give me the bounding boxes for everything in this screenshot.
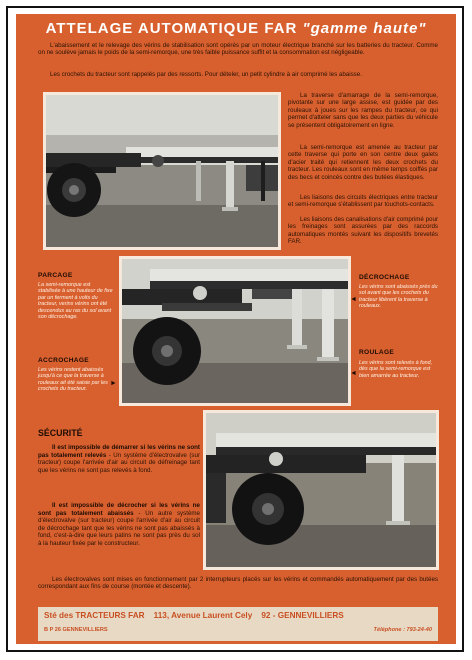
title-main: ATTELAGE AUTOMATIQUE FAR xyxy=(45,20,298,37)
securite-p1-rest: - Un système d'électrovalve (sur tracteur) coupe l'arrivée d'air au circuit de défreinage tant que les vérins ne sont pas relevés à fond. xyxy=(38,451,201,474)
decrochage-arrow-icon: ◄ xyxy=(350,296,357,303)
accrochage-caption: Les vérins restent abaissés jusqu'à ce que la traverse à rouleaux ait été saisie par les crochets du tracteur. xyxy=(38,367,108,393)
securite-paragraph-1 xyxy=(38,444,200,474)
right-paragraph-2: La semi-remorque est amenée au tracteur par cette traverse qui porte en son centre deux galets d'acier traité qui retiennent les deux crochets du tracteur. Les rouleaux sont en même temps coiffés par des becs et coincés contre des butées élastiques. xyxy=(288,144,438,181)
photo-trailer-parked xyxy=(43,92,281,250)
securite-p2-bold: Il est impossible de décrocher si les vérins ne sont pas totalement abaissés xyxy=(38,502,200,517)
decrochage-title: DÉCROCHAGE xyxy=(359,274,410,281)
title-sub: "gamme haute" xyxy=(302,20,427,37)
parcage-caption: La semi-remorque est stabilisée à une hauteur de fixe par un ferment à volts du tracteur, verins vérins ont été descendus au ras du sol avant son décrochage. xyxy=(38,282,113,321)
roulage-arrow-icon: ◄ xyxy=(350,370,357,377)
footer-band xyxy=(38,607,438,641)
securite-p1-bold: Il est impossible de démarrer si les vérins ne sont pas totalement relevés xyxy=(38,444,200,459)
accrochage-title: ACCROCHAGE xyxy=(38,357,89,364)
brochure-page xyxy=(16,14,456,644)
photo-3-image xyxy=(206,413,436,567)
closing-paragraph: Les électrovalves sont mises en fonctionnement par 2 interrupteurs placés sur les vérins et commandés automatiquement par des butées correspondant aux fins de course (montée et descente). xyxy=(38,576,438,591)
securite-title: SÉCURITÉ xyxy=(38,428,83,438)
right-paragraph-1: La traverse d'amarrage de la semi-remorque, pivotante sur une large assise, est guidée par des rouleaux à joues sur les rampes du tracteur, ce qui permet d'atteler sans que les deux parties du véhicule se présentent obligatoirement en ligne. xyxy=(288,92,438,129)
footer-address: 113, Avenue Laurent Cely xyxy=(153,611,253,620)
decrochage-caption: Les vérins sont abaissés près du sol avant que les crochets du tracteur libèrent la traverse à rouleaux. xyxy=(359,284,438,310)
photo-trailer-rolling xyxy=(203,410,439,570)
intro-paragraph-2: Les crochets du tracteur sont rappelés par des ressorts. Pour dételer, un petit cylindre à air comprimé les abaisse. xyxy=(50,71,362,78)
roulage-caption: Les vérins sont relevés à fond, dès que la semi-remorque est bien amarrée au tracteur. xyxy=(359,360,433,379)
securite-p2-rest: - Un autre système d'électrovalve (sur tracteur) coupe l'arrivée d'air au circuit de décrochage tant que les vérins ne sont pas abaissés à fond, c'est-à-dire que leurs patins ne sont pas près du sol à la hauteur fixée par le constructeur. xyxy=(38,509,200,547)
footer-company: Sté des TRACTEURS FAR xyxy=(44,611,145,620)
footer-address-line xyxy=(44,611,434,620)
intro-paragraph-1: L'abaissement et le relevage des vérins de stabilisation sont opérés par un moteur électrique branché sur les batteries du tracteur. Comme on ne soulève jamais le poids de la semi-remorque, une très faible puissance suffit et la consommation est négligeable. xyxy=(38,42,438,57)
photo-trailer-coupled xyxy=(119,256,351,406)
parcage-title: PARCAGE xyxy=(38,272,73,279)
footer-bp: B P 26 GENNEVILLIERS xyxy=(44,627,108,633)
right-paragraph-3: Les liaisons des circuits électriques entre tracteur et semi-remorque s'établissent par touchots-contacts. xyxy=(288,194,438,209)
roulage-title: ROULAGE xyxy=(359,349,395,356)
photo-2-image xyxy=(122,259,348,403)
securite-paragraph-2 xyxy=(38,502,200,548)
photo-1-image xyxy=(46,95,278,247)
accrochage-arrow-icon: ► xyxy=(110,380,117,387)
footer-phone: Téléphone : 793-24-40 xyxy=(373,627,432,633)
footer-city: 92 - GENNEVILLIERS xyxy=(261,611,344,620)
page-title xyxy=(16,20,456,37)
right-paragraph-4: Les liaisons des canalisations d'air comprimé pour les freinages sont assurées par des raccords automatiques montés suivant les dispositifs brevetés FAR. xyxy=(288,216,438,246)
